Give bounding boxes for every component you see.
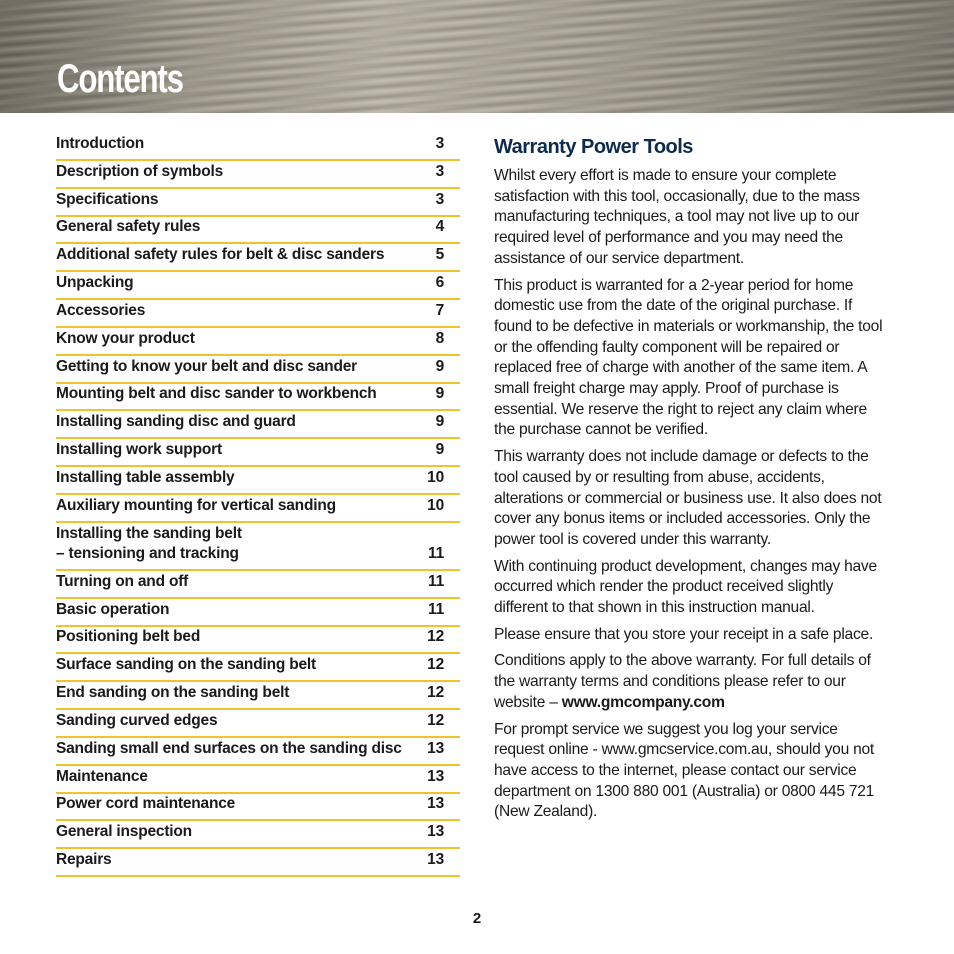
toc-label: Power cord maintenance — [56, 795, 236, 813]
toc-row[interactable] — [56, 627, 460, 655]
toc-row[interactable] — [56, 710, 460, 738]
toc-page-number: 13 — [427, 851, 444, 869]
toc-page-number: 13 — [427, 795, 444, 813]
toc-page-number: 11 — [428, 544, 444, 562]
warranty-paragraph-1: Whilst every effort is made to ensure your complete satisfaction with this tool, occasionally, due to the mass manufacturing techniques, a tool may not live up to our required level of performance and you may need the assistance of our service department. — [494, 167, 860, 267]
toc-page-number: 5 — [435, 246, 444, 264]
toc-label: Accessories — [56, 301, 146, 319]
warranty-paragraph-4: With continuing product development, changes may have occurred which render the product received slightly different to that shown in this instruction manual. — [494, 557, 877, 617]
toc-label: Specifications — [56, 190, 159, 208]
toc-page-number: 10 — [427, 496, 444, 514]
toc-label: Repairs — [56, 851, 112, 869]
warranty-heading: Warranty Power Tools — [494, 136, 693, 158]
toc-row[interactable] — [56, 189, 460, 217]
toc-label: General safety rules — [56, 218, 201, 236]
toc-row[interactable] — [56, 244, 460, 272]
toc-label: Installing work support — [56, 441, 222, 459]
toc-page-number: 3 — [435, 162, 444, 180]
warranty-paragraph-7: For prompt service we suggest you log your service request online - www.gmcservice.com.au, should you not have access to the internet, please contact our service department on 1300 880 001 (Australia) or 0800 445 721 (New Zealand). — [494, 720, 875, 821]
toc-row[interactable] — [56, 356, 460, 384]
toc-label: Sanding small end surfaces on the sanding disc — [56, 739, 402, 757]
warranty-paragraph-6-text: Conditions apply to the above warranty. For full details of the warranty terms and conditions please refer to our website – — [494, 652, 871, 711]
toc-row[interactable] — [56, 821, 460, 849]
toc-label: Additional safety rules for belt & disc sanders — [56, 246, 385, 264]
toc-label: Unpacking — [56, 274, 134, 292]
toc-row[interactable] — [56, 161, 460, 189]
toc-page-number: 4 — [435, 218, 444, 236]
toc-page-number: 3 — [435, 190, 444, 208]
toc-row[interactable] — [56, 467, 460, 495]
toc-label: Basic operation — [56, 600, 170, 618]
toc-label: End sanding on the sanding belt — [56, 684, 290, 702]
toc-page-number: 3 — [435, 134, 444, 152]
page-number: 2 — [472, 910, 482, 927]
toc-row[interactable] — [56, 495, 460, 523]
toc-label: Turning on and off — [56, 572, 189, 590]
warranty-paragraph-2: This product is warranted for a 2-year period for home domestic use from the date of the original purchase. If found to be defective in materials or workmanship, the tool or the offending faulty component will be repaired or replaced free of charge with another of the same item. A small freight charge may apply. Proof of purchase is essential. We reserve the right to reject any claim where the purchase cannot be verified. — [494, 276, 883, 439]
toc-label: Surface sanding on the sanding belt — [56, 656, 316, 674]
toc-page-number: 6 — [435, 274, 444, 292]
toc-label: Mounting belt and disc sander to workbench — [56, 385, 377, 403]
toc-label: Description of symbols — [56, 162, 223, 180]
toc-row[interactable] — [56, 849, 460, 877]
toc-page-number: 9 — [435, 441, 444, 459]
toc-label: Positioning belt bed — [56, 628, 201, 646]
warranty-section — [494, 134, 889, 829]
toc-label: Know your product — [56, 329, 195, 347]
toc-row[interactable] — [56, 599, 460, 627]
table-of-contents — [56, 133, 460, 877]
toc-label: Installing table assembly — [56, 468, 235, 486]
toc-page-number: 12 — [427, 656, 444, 674]
toc-page-number: 9 — [435, 413, 444, 431]
toc-label: Installing the sanding belt – tensioning and tracking — [56, 524, 242, 562]
toc-page-number: 11 — [428, 572, 444, 590]
header-banner — [0, 0, 954, 113]
warranty-paragraph-6 — [494, 651, 889, 713]
toc-row[interactable] — [56, 766, 460, 794]
toc-page-number: 12 — [427, 628, 444, 646]
toc-row[interactable] — [56, 439, 460, 467]
page-title: Contents — [57, 57, 183, 101]
toc-page-number: 9 — [435, 385, 444, 403]
toc-row[interactable] — [56, 300, 460, 328]
toc-row[interactable] — [56, 523, 460, 571]
toc-label: Introduction — [56, 134, 144, 152]
toc-row[interactable] — [56, 217, 460, 245]
toc-page-number: 13 — [427, 739, 444, 757]
toc-label: Getting to know your belt and disc sander — [56, 357, 357, 375]
toc-row[interactable] — [56, 682, 460, 710]
toc-row[interactable] — [56, 738, 460, 766]
toc-page-number: 12 — [427, 684, 444, 702]
toc-row[interactable] — [56, 272, 460, 300]
toc-row[interactable] — [56, 328, 460, 356]
toc-page-number: 13 — [427, 823, 444, 841]
toc-page-number: 13 — [427, 767, 444, 785]
toc-page-number: 7 — [435, 301, 444, 319]
toc-label: Auxiliary mounting for vertical sanding — [56, 496, 336, 514]
toc-row[interactable] — [56, 794, 460, 822]
toc-page-number: 11 — [428, 600, 444, 618]
toc-row[interactable] — [56, 411, 460, 439]
warranty-paragraph-3: This warranty does not include damage or defects to the tool caused by or resulting from abuse, accidents, alterations or commercial or business use. It also does not cover any bonus items or included accessories. Only the power tool is covered under this warranty. — [494, 448, 882, 548]
warranty-paragraph-5: Please ensure that you store your receipt in a safe place. — [494, 625, 874, 643]
toc-row[interactable] — [56, 384, 460, 412]
toc-label: Maintenance — [56, 767, 148, 785]
toc-label: Installing sanding disc and guard — [56, 413, 296, 431]
toc-row[interactable] — [56, 654, 460, 682]
website-link[interactable]: www.gmcompany.com — [561, 693, 725, 711]
toc-page-number: 12 — [427, 711, 444, 729]
toc-page-number: 8 — [435, 329, 444, 347]
toc-row[interactable] — [56, 571, 460, 599]
toc-label: General inspection — [56, 823, 192, 841]
toc-label: Sanding curved edges — [56, 711, 218, 729]
toc-page-number: 9 — [435, 357, 444, 375]
toc-page-number: 10 — [427, 468, 444, 486]
toc-row[interactable] — [56, 133, 460, 161]
